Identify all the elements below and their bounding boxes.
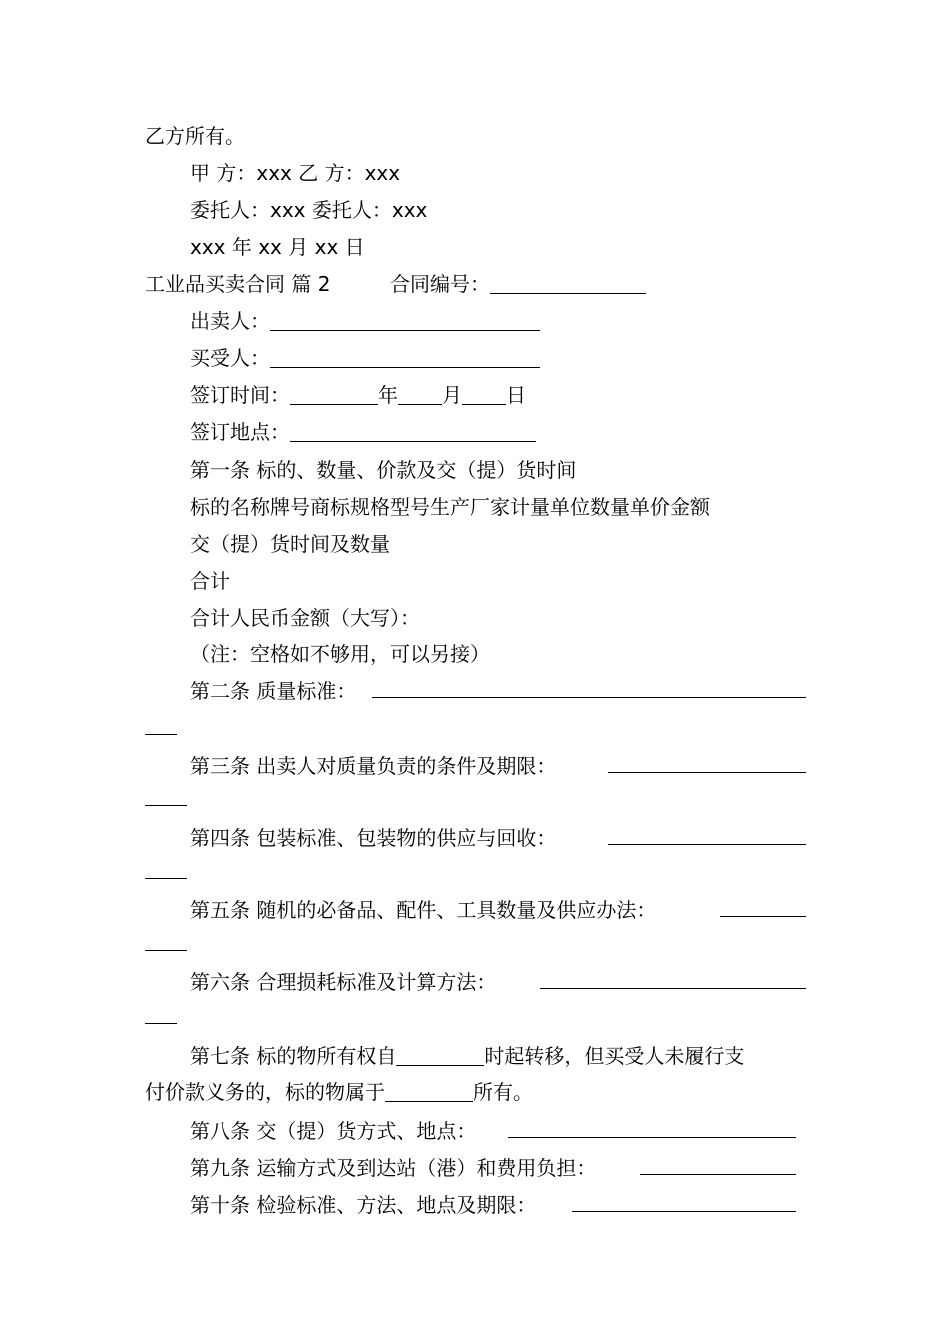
text-segment: 所有。 [473, 1080, 533, 1104]
signing-place-blank [290, 419, 536, 442]
day-blank [462, 382, 506, 405]
text-segment: 第七条 标的物所有权自 [190, 1044, 397, 1068]
owner-blank [385, 1079, 473, 1102]
text-segment: 第三条 出卖人对质量负责的条件及期限： [190, 754, 557, 778]
seller-line [190, 308, 540, 334]
buyer-blank [270, 345, 540, 368]
text-segment: 付价款义务的，标的物属于 [145, 1080, 385, 1104]
parties-line [190, 160, 400, 186]
day-label: 日 [506, 383, 526, 407]
contract-number-line [390, 271, 646, 297]
delivery-line [190, 531, 390, 557]
text-segment: 合计人民币金额（大写）： [190, 606, 420, 630]
article-5-blank-continued [145, 950, 187, 951]
buyer-line [190, 345, 540, 371]
article-6-blank-continued [145, 1023, 177, 1024]
article-6-blank [540, 988, 806, 989]
text-segment: 甲 方：xxx 乙 方：xxx [190, 161, 401, 185]
article-7-continued [145, 1079, 533, 1105]
text-segment: （注：空格如不够用，可以另接） [190, 642, 490, 666]
article-5-blank [720, 916, 806, 917]
article-1 [190, 457, 576, 483]
signing-time-label: 签订时间： [190, 383, 290, 407]
seller-blank [270, 308, 540, 331]
article-3-blank [608, 772, 806, 773]
article-2-blank [372, 697, 806, 698]
year-label: 年 [378, 383, 398, 407]
table-header-line [190, 494, 710, 520]
article-10 [190, 1192, 536, 1218]
signing-place-label: 签订地点： [190, 420, 290, 444]
text-segment: 第九条 运输方式及到达站（港）和费用负担： [190, 1156, 597, 1180]
contract-title-line [145, 271, 330, 297]
signing-time-line [190, 382, 526, 408]
contract-number-label: 合同编号： [390, 272, 490, 296]
buyer-label: 买受人： [190, 346, 270, 370]
month-blank [398, 382, 442, 405]
note-line [190, 641, 490, 667]
article-8-blank [508, 1137, 796, 1138]
total-line [190, 568, 230, 594]
agents-line [190, 197, 427, 223]
text-segment: 合计 [190, 569, 230, 593]
article-9 [190, 1155, 596, 1181]
signing-place-line [190, 419, 536, 445]
text-segment: 第二条 质量标准： [190, 679, 357, 703]
article-7 [190, 1043, 744, 1069]
text-segment: xxx 年 xx 月 xx 日 [190, 235, 365, 259]
text-segment: 标的名称牌号商标规格型号生产厂家计量单位数量单价金额 [190, 495, 710, 519]
contract-number-blank [490, 271, 646, 294]
month-label: 月 [442, 383, 462, 407]
text-segment: 时起转移，但买受人未履行支 [484, 1044, 745, 1068]
article-4-blank [608, 844, 806, 845]
text-segment: 交（提）货时间及数量 [190, 532, 390, 556]
text-segment: 第八条 交（提）货方式、地点： [190, 1119, 477, 1143]
text-segment: 乙方所有。 [145, 124, 245, 148]
text-segment: 第一条 标的、数量、价款及交（提）货时间 [190, 458, 577, 482]
text-segment: 第五条 随机的必备品、配件、工具数量及供应办法： [190, 898, 657, 922]
text-segment: 委托人：xxx 委托人：xxx [190, 198, 428, 222]
article-4 [190, 825, 556, 851]
total-rmb-line [190, 605, 420, 631]
date-line [190, 234, 365, 260]
article-6 [190, 969, 496, 995]
text-segment: 第十条 检验标准、方法、地点及期限： [190, 1193, 537, 1217]
article-3-blank-continued [145, 805, 187, 806]
text-line [145, 123, 245, 149]
article-5 [190, 897, 656, 923]
contract-title: 工业品买卖合同 篇 2 [145, 272, 331, 296]
text-segment: 第六条 合理损耗标准及计算方法： [190, 970, 497, 994]
article-2 [190, 678, 356, 704]
article-4-blank-continued [145, 878, 187, 879]
article-9-blank [640, 1174, 796, 1175]
article-8 [190, 1118, 476, 1144]
text-segment: 第四条 包装标准、包装物的供应与回收： [190, 826, 557, 850]
article-2-blank-continued [145, 734, 177, 735]
seller-label: 出卖人： [190, 309, 270, 333]
article-10-blank [572, 1211, 796, 1212]
year-blank [290, 382, 378, 405]
transfer-time-blank [396, 1043, 484, 1066]
article-3 [190, 753, 556, 779]
